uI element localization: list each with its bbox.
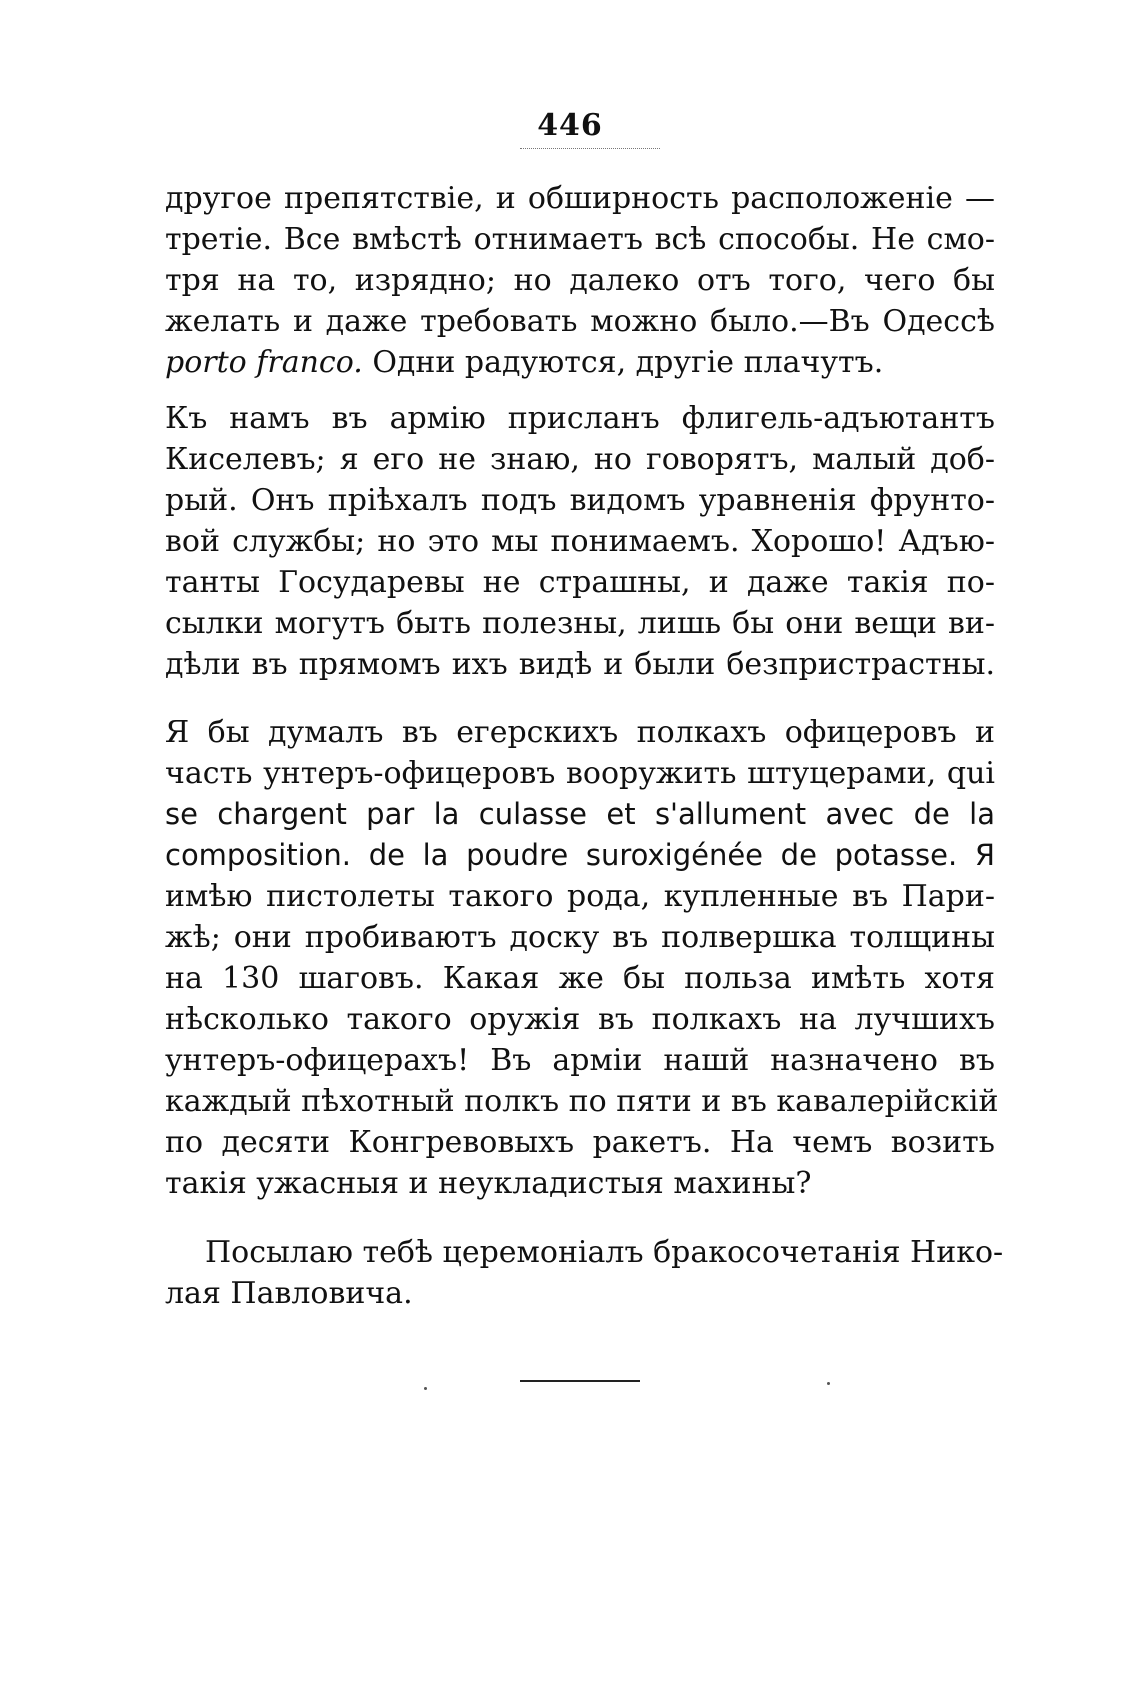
text-line: вой службы; но это мы понимаемъ. Хорошо! Адъю- [165, 524, 995, 559]
print-speck [827, 1382, 830, 1385]
text-line: Къ намъ въ армію присланъ флигель-адъютантъ [165, 401, 995, 436]
closing-rule [520, 1380, 640, 1382]
text-line: часть унтеръ-офицеровъ вооружить штуцерами, qui [165, 756, 995, 791]
text-line: танты Государевы не страшны, и даже такія по- [165, 565, 995, 600]
text-line: такія ужасныя и неукладистыя махины? [165, 1166, 812, 1201]
page-number: 446 [537, 108, 603, 143]
text-line: другое препятствіе, и обширность расположеніе — [165, 181, 995, 216]
print-speck [424, 1387, 427, 1390]
text-line: дѣли въ прямомъ ихъ видѣ и были безпристрастны. [165, 647, 995, 682]
text-line: рый. Онъ пріѣхалъ подъ видомъ уравненія фрунто- [165, 483, 995, 518]
text-line: по десяти Конгревовыхъ ракетъ. На чемъ возить [165, 1125, 995, 1160]
text-line: сылки могутъ быть полезны, лишь бы они вещи ви- [165, 606, 995, 641]
text-line: se chargent par la culasse et s'allument avec de la [165, 797, 995, 831]
text-line: унтеръ-офицерахъ! Въ арміи нашй назначено въ [165, 1043, 995, 1078]
text-line: тря на то, изрядно; но далеко отъ того, чего бы [165, 263, 995, 298]
text-line: третіе. Все вмѣстѣ отнимаетъ всѣ способы. Не смо- [165, 222, 995, 257]
text-line: жѣ; они пробиваютъ доску въ полвершка толщины [165, 920, 995, 955]
text-line: Посылаю тебѣ церемоніалъ бракосочетанія Нико- [205, 1235, 1004, 1270]
paragraph-4 [165, 1232, 1004, 1314]
paragraph-2 [165, 398, 995, 685]
paragraph-1 [165, 178, 995, 383]
text-line: Я бы думалъ въ егерскихъ полкахъ офицеровъ и [165, 715, 995, 750]
italic-phrase: porto franco. [165, 345, 363, 380]
text-line: composition. de la poudre suroxigénée de potasse. Я [165, 838, 995, 872]
text-line: на 130 шаговъ. Какая же бы польза имѣть хотя [165, 961, 995, 996]
paragraph-3 [165, 712, 999, 1204]
text-line [165, 342, 995, 383]
text-line: имѣю пистолеты такого рода, купленные въ Пари- [165, 879, 995, 914]
text-line: каждый пѣхотный полкъ по пяти и въ кавалерійскій [165, 1084, 999, 1119]
page-number-rule [520, 148, 660, 149]
text-line: желать и даже требовать можно было.—Въ Одессѣ [165, 304, 995, 339]
text-line: Киселевъ; я его не знаю, но говорятъ, малый доб- [165, 442, 995, 477]
text-line: лая Павловича. [165, 1276, 413, 1311]
text-line-rest: Одни радуются, другіе плачутъ. [362, 345, 884, 380]
text-line: нѣсколько такого оружія въ полкахъ на лучшихъ [165, 1002, 995, 1037]
